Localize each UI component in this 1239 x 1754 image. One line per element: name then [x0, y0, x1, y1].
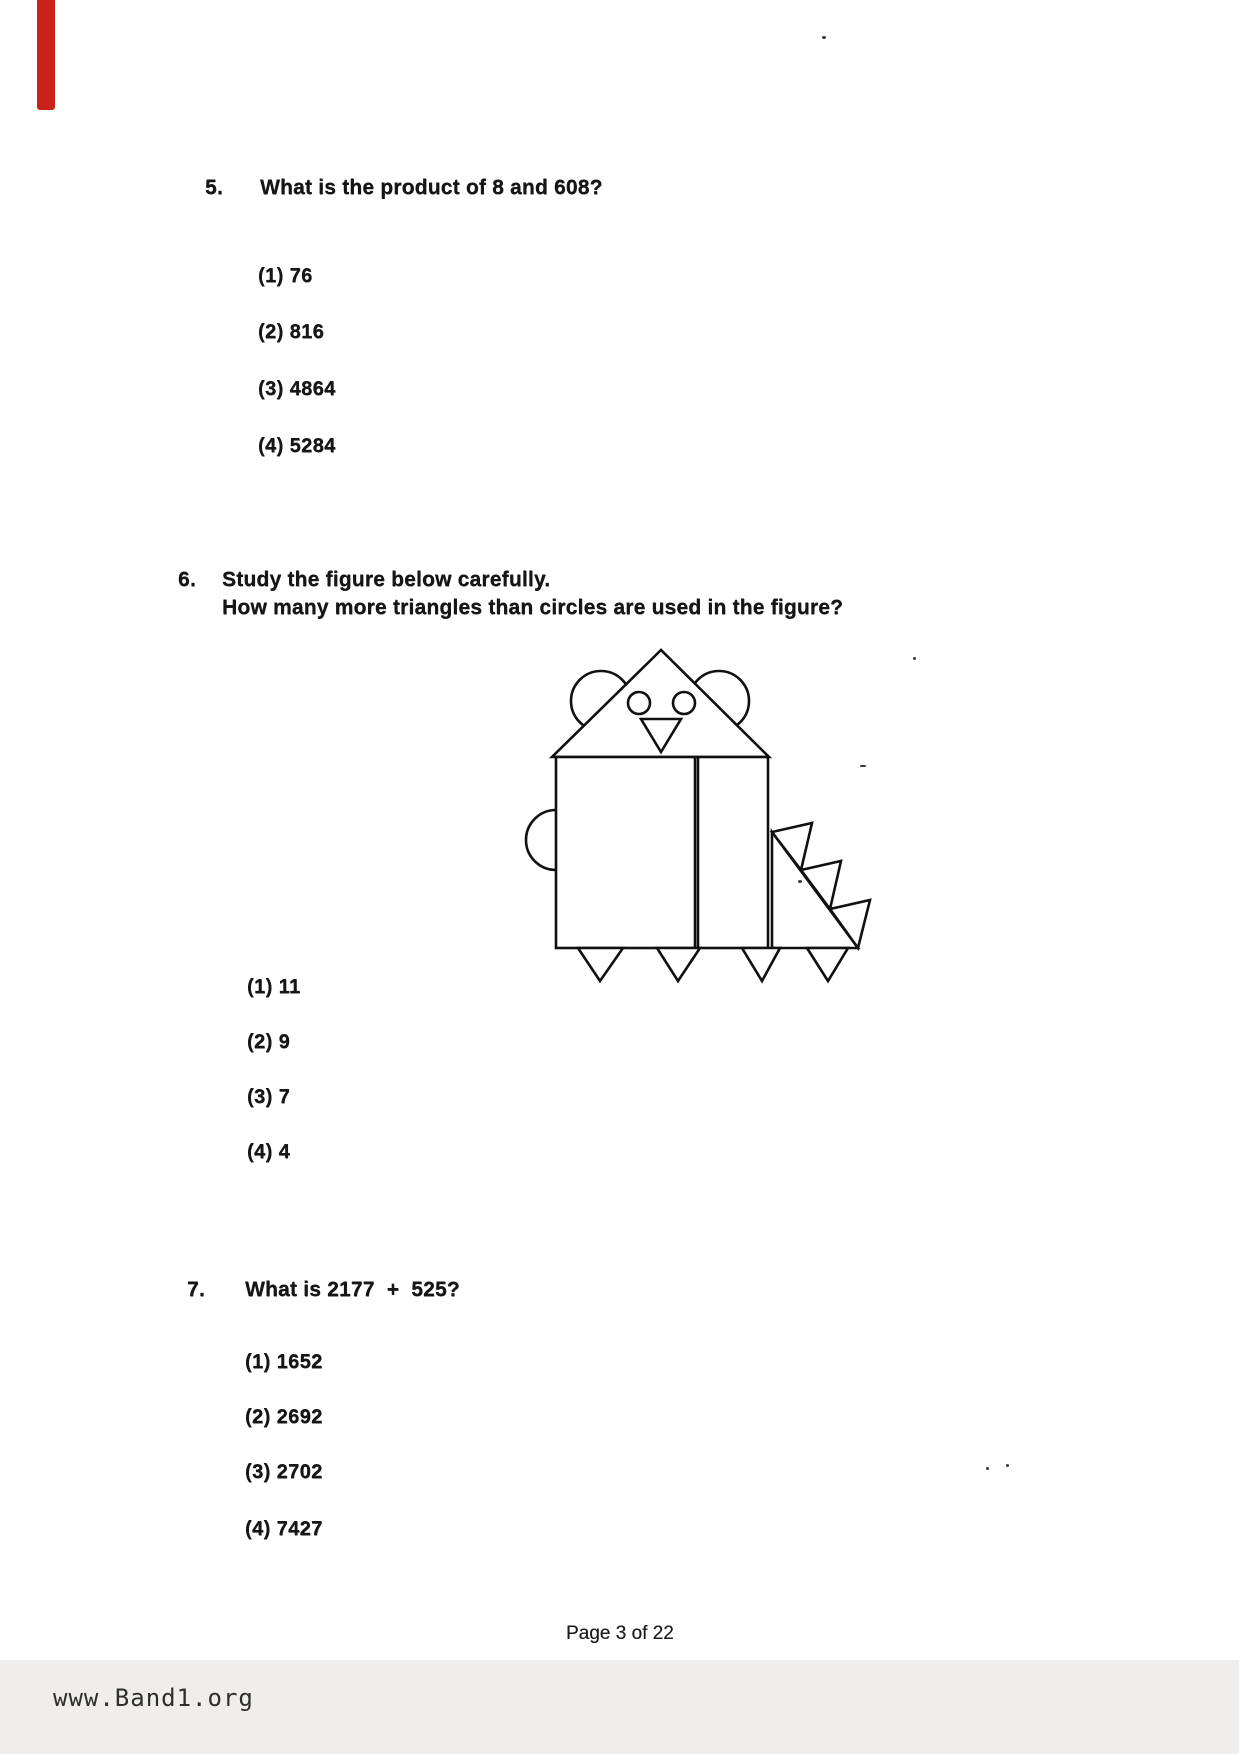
scan-speck — [822, 36, 826, 39]
figure-foot-triangle-1 — [578, 948, 623, 981]
question-5-number: 5. — [205, 176, 224, 199]
figure-eye-right-circle — [673, 692, 695, 714]
question-7-option-4: (4) 7427 — [245, 1518, 323, 1540]
question-6-option-1: (1) 11 — [247, 976, 301, 998]
question-7-option-3: (3) 2702 — [245, 1461, 323, 1483]
figure-body-rectangle-right — [698, 757, 768, 948]
scan-speck — [860, 765, 866, 767]
scan-speck — [1006, 1464, 1009, 1467]
question-6-figure — [505, 615, 885, 1000]
question-6-text-line2: How many more triangles than circles are used in the figure? — [222, 596, 844, 619]
figure-eye-left-circle — [628, 692, 650, 714]
question-6-option-2: (2) 9 — [247, 1031, 291, 1053]
figure-foot-triangle-3 — [742, 948, 780, 981]
red-edge-mark — [37, 0, 55, 110]
question-7-option-2: (2) 2692 — [245, 1406, 323, 1428]
figure-body-rectangle-left — [556, 757, 695, 948]
question-5-option-2: (2) 816 — [258, 321, 325, 343]
question-6-option-4: (4) 4 — [247, 1141, 291, 1163]
question-5-option-4: (4) 5284 — [258, 435, 336, 457]
footer-band — [0, 1660, 1239, 1754]
question-7-option-1: (1) 1652 — [245, 1351, 323, 1373]
figure-foot-triangle-4 — [807, 948, 848, 981]
question-7-text: What is 2177 + 525? — [245, 1278, 460, 1301]
figure-foot-triangle-2 — [657, 948, 700, 981]
question-5-text: What is the product of 8 and 608? — [260, 176, 603, 199]
question-7-number: 7. — [187, 1278, 206, 1301]
question-6-text-line1: Study the figure below carefully. — [222, 568, 551, 591]
question-5-option-1: (1) 76 — [258, 265, 313, 287]
scan-speck — [798, 880, 802, 883]
scan-speck — [986, 1467, 989, 1470]
question-6-option-3: (3) 7 — [247, 1086, 291, 1108]
watermark-url: www.Band1.org — [53, 1684, 254, 1712]
question-5-option-3: (3) 4864 — [258, 378, 336, 400]
page-number-indicator: Page 3 of 22 — [566, 1623, 674, 1644]
question-6-number: 6. — [178, 568, 197, 591]
scan-speck — [913, 657, 916, 660]
